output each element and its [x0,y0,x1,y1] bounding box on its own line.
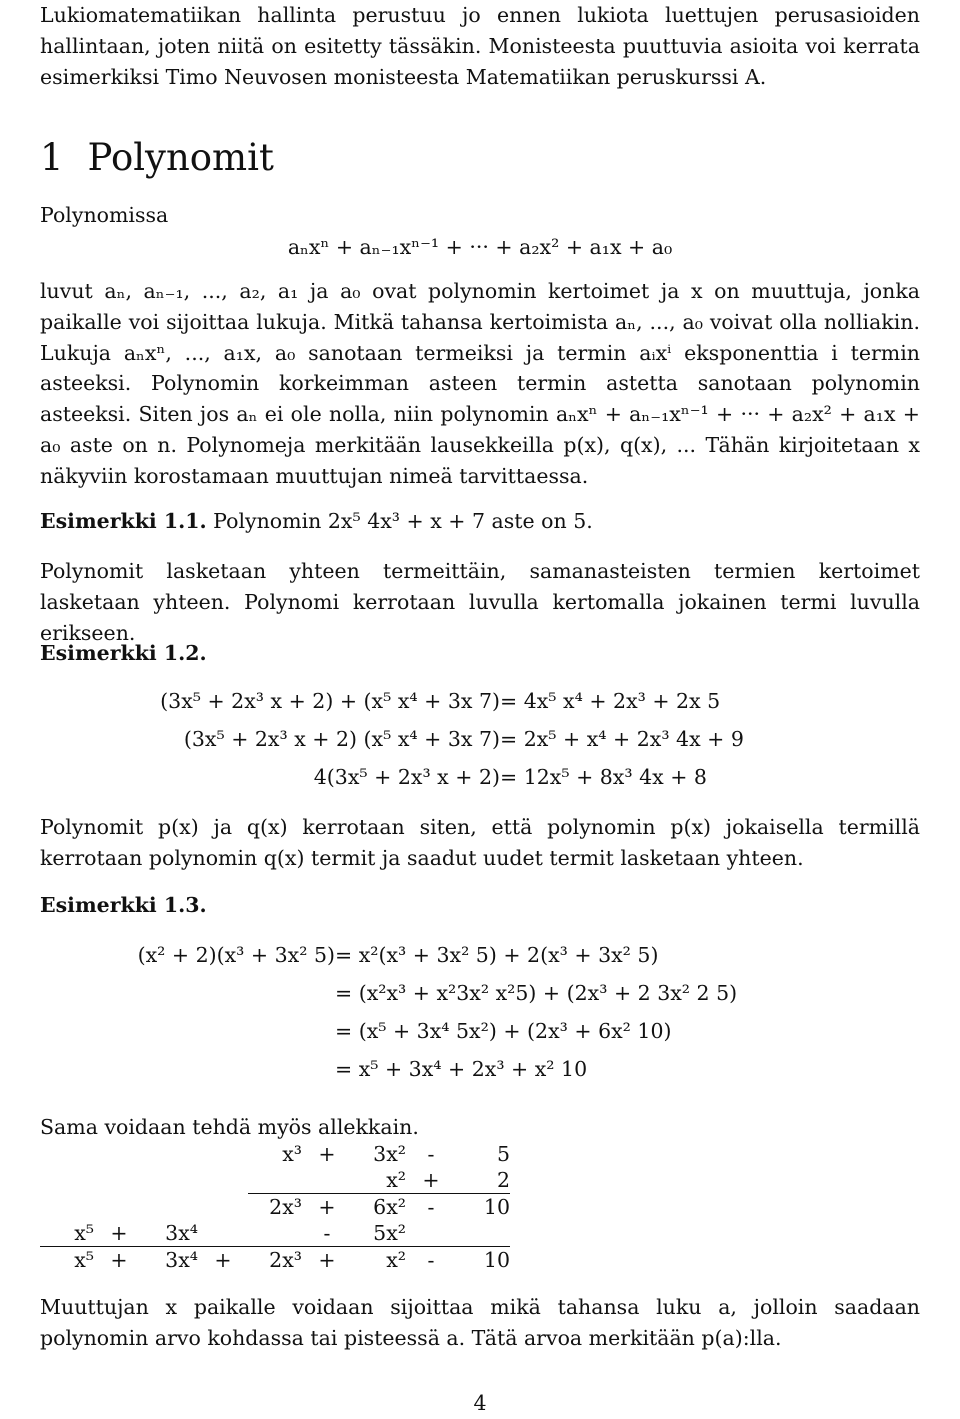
addition-paragraph: Polynomit lasketaan yhteen termeittäin, samanasteisten termien kertoimet lasketaan yhteen. Polynomi kerrotaan luvulla kertomalla jokainen termi luvulla erikseen. [40,559,920,645]
definitions-paragraph: luvut aₙ, aₙ₋₁, ..., a₂, a₁ ja a₀ ovat polynomin kertoimet ja x on muuttuja, jonka paikalle voi sijoittaa lukuja. Mitkä tahansa kertoimista aₙ, ..., a₀ voivat olla nolliakin. Lukuja aₙxⁿ, ..., a₁x, a₀ sanotaan termeiksi ja termin aᵢxⁱ eksponenttia i termin asteeksi. Polynomin korkeimman asteen termin astetta sanotaan polynomin asteeksi. Siten jos aₙ ei ole nolla, niin polynomin aₙxⁿ + aₙ₋₁xⁿ⁻¹ + ··· + a₂x² + a₁x + a₀ aste on n. Polynomeja merkitään lausekkeilla p(x), q(x), ... Tähän kirjoitetaan x näkyviin korostamaan muuttujan nimeä tarvittaessa. [40,279,920,488]
column-cell [198,1220,248,1247]
column-cell: - [427,1248,435,1272]
column-row [40,1220,510,1247]
equation-row [90,1016,737,1054]
equation-row [90,1054,737,1092]
intro-paragraph: Lukiomatematiikan hallinta perustuu jo ennen lukiota luettujen perusasioiden hallintaan, joten niitä on esitetty tässäkin. Monisteesta puuttuvia asioita voi kerrata esimerkiksi Timo Neuvosen monisteesta Matematiikan peruskurssi A. [40,3,920,89]
column-cell: - [427,1142,435,1166]
column-cell [40,1141,94,1167]
column-row [40,1247,510,1274]
example-1-1-text: Polynomin 2x⁵ 4x³ + x + 7 aste on 5. [213,509,593,533]
column-row [40,1194,510,1221]
equation-lhs: (x² + 2)(x³ + 3x² 5) [137,943,335,967]
column-cell: 3x² [373,1142,406,1166]
column-cell [302,1167,352,1194]
column-cell [456,1220,510,1247]
column-cell: 5x² [352,1220,406,1247]
column-cell: + [318,1142,336,1166]
equation-lhs: (3x⁵ + 2x³ x + 2) (x⁵ x⁴ + 3x 7) [183,727,500,751]
example-1-2-label: Esimerkki 1.2. [40,641,207,665]
column-cell: x³ [282,1142,302,1166]
column-cell: + [110,1248,128,1272]
example-1-3-label: Esimerkki 1.3. [40,893,207,917]
column-cell [40,1167,94,1194]
column-cell: 6x² [373,1195,406,1219]
column-cell: x² [352,1167,406,1194]
column-cell [144,1141,198,1167]
column-row [40,1141,510,1167]
section-title: Polynomit [87,136,274,179]
column-cell: x² [386,1248,406,1272]
column-cell [40,1194,94,1221]
equation-rhs: = x²(x³ + 3x² 5) + 2(x³ + 3x² 5) [335,943,659,967]
column-cell [198,1167,248,1194]
equation-lhs: 4(3x⁵ + 2x³ x + 2) [313,765,500,789]
value-paragraph: Muuttujan x paikalle voidaan sijoittaa mikä tahansa luku a, jolloin saadaan polynomin arvo kohdassa tai pisteessä a. Tätä arvoa merkitään p(a):lla. [40,1295,920,1350]
polynomissa-text: Polynomissa [40,203,169,227]
equation-row [40,686,744,724]
column-multiplication-table [40,1141,510,1273]
example-1-2-equations [40,686,744,800]
equation-rhs: = x⁵ + 3x⁴ + 2x³ + x² 10 [335,1057,588,1081]
column-cell [198,1194,248,1221]
equation-row [40,724,744,762]
column-cell: 2 [456,1167,510,1194]
column-cell [94,1167,144,1194]
column-cell: 5 [496,1142,510,1166]
equation-row [90,978,737,1016]
equation-rhs: = 12x⁵ + 8x³ 4x + 8 [500,765,707,789]
example-1-1-label: Esimerkki 1.1. [40,509,207,533]
column-cell [406,1220,456,1247]
equation-rhs: = 2x⁵ + x⁴ + 2x³ 4x + 9 [500,727,744,751]
column-cell: 3x⁴ [165,1248,198,1272]
example-1-3-equations [90,940,737,1092]
column-cell: 2x³ [269,1195,302,1219]
equation-rhs: = 4x⁵ x⁴ + 2x³ + 2x 5 [500,689,721,713]
column-cell [198,1141,248,1167]
equation-row [40,762,744,800]
column-cell [144,1167,198,1194]
column-cell: + [318,1195,336,1219]
section-heading [40,136,920,180]
section-number: 1 [40,136,64,179]
equation-rhs: = (x⁵ + 3x⁴ 5x²) + (2x³ + 6x² 10) [335,1019,672,1043]
column-cell: 3x⁴ [144,1220,198,1247]
page-number: 4 [473,1391,487,1415]
column-cell [248,1167,302,1194]
column-cell [144,1194,198,1221]
multiplication-paragraph: Polynomit p(x) ja q(x) kerrotaan siten, että polynomin p(x) jokaisella termillä kerrotaan polynomin q(x) termit ja saadut uudet termit lasketaan yhteen. [40,815,920,870]
column-cell: + [318,1248,336,1272]
column-cell: - [427,1195,435,1219]
column-cell [94,1194,144,1221]
equation-row [90,940,737,978]
column-cell: x⁵ [74,1248,94,1272]
column-cell: x⁵ [40,1220,94,1247]
column-cell [248,1220,302,1247]
column-method-text: Sama voidaan tehdä myös allekkain. [40,1115,419,1139]
column-cell: - [302,1220,352,1247]
general-polynomial-equation: aₙxⁿ + aₙ₋₁xⁿ⁻¹ + ··· + a₂x² + a₁x + a₀ [287,235,673,259]
column-cell: 2x³ [269,1248,302,1272]
column-cell: 10 [483,1248,510,1272]
column-row [40,1167,510,1194]
column-cell: + [214,1248,232,1272]
column-cell: + [94,1220,144,1247]
column-cell: 10 [483,1195,510,1219]
column-cell [94,1141,144,1167]
column-cell: + [406,1167,456,1194]
equation-lhs: (3x⁵ + 2x³ x + 2) + (x⁵ x⁴ + 3x 7) [160,689,500,713]
equation-rhs: = (x²x³ + x²3x² x²5) + (2x³ + 2 3x² 2 5) [335,981,738,1005]
example-1-1 [40,506,920,537]
